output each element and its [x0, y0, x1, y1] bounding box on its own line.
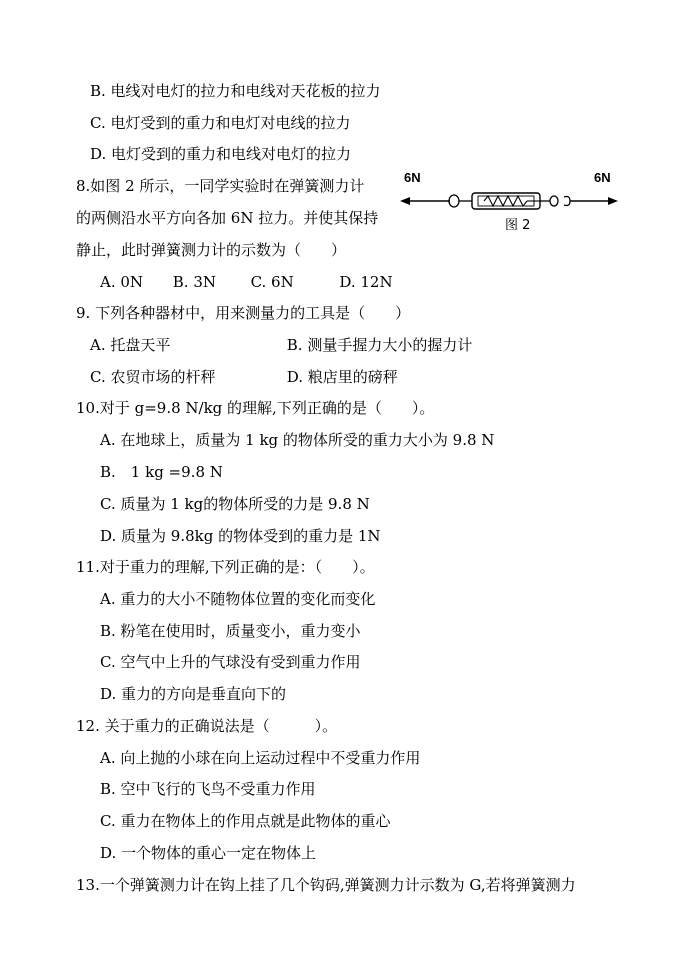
q8-option-a: A. 0N — [100, 273, 144, 291]
q9-option-d: D. 粮店里的磅秤 — [286, 368, 398, 386]
left-arrow-head — [400, 197, 410, 205]
q9-options-row1 — [90, 335, 472, 355]
q12-option-d: D. 一个物体的重心一定在物体上 — [100, 844, 317, 862]
q10-option-a: A. 在地球上，质量为 1 kg 的物体所受的重力大小为 9.8 N — [100, 431, 495, 449]
q12-stem: 12. 关于重力的正确说法是（ ）。 — [76, 717, 338, 735]
q12-option-c: C. 重力在物体上的作用点就是此物体的重心 — [100, 812, 391, 830]
right-force-label: 6N — [594, 170, 611, 185]
q8-stem-line3: 静止，此时弹簧测力计的示数为（ ） — [76, 241, 347, 259]
q9-stem: 9. 下列各种器材中，用来测量力的工具是（ ） — [76, 304, 411, 322]
q9-option-b: B. 测量手握力大小的握力计 — [286, 336, 473, 354]
q9-options-row2 — [90, 367, 398, 387]
right-hook — [564, 197, 570, 206]
q10-stem: 10.对于 g=9.8 N/kg 的理解,下列正确的是（ ）。 — [76, 399, 435, 417]
q7-option-b: B. 电线对电灯的拉力和电线对天花板的拉力 — [90, 82, 381, 100]
q8-option-b: B. 3N — [172, 273, 217, 291]
left-ring — [449, 195, 459, 207]
q11-stem: 11.对于重力的理解,下列正确的是：（ ）。 — [76, 558, 375, 576]
q9-option-c: C. 农贸市场的杆秤 — [90, 368, 216, 386]
q8-options — [100, 272, 393, 292]
q10-option-c: C. 质量为 1 kg的物体所受的力是 9.8 N — [100, 495, 370, 513]
figure-caption: 图 2 — [505, 218, 531, 233]
q7-option-c: C. 电灯受到的重力和电灯对电线的拉力 — [90, 114, 351, 132]
q11-option-a: A. 重力的大小不随物体位置的变化而变化 — [100, 590, 376, 608]
q10-option-b: B. 1 kg =9.8 N — [100, 463, 223, 481]
right-arrow-head — [608, 197, 618, 205]
q7-option-d: D. 电灯受到的重力和电线对电灯的拉力 — [90, 145, 352, 163]
q8-option-d: D. 12N — [339, 273, 393, 291]
q11-option-c: C. 空气中上升的气球没有受到重力作用 — [100, 653, 361, 671]
q10-option-d: D. 质量为 9.8kg 的物体受到的重力是 1N — [100, 527, 381, 545]
spring-scale-figure — [398, 170, 620, 232]
q12-option-a: A. 向上抛的小球在向上运动过程中不受重力作用 — [100, 749, 421, 767]
q11-option-b: B. 粉笔在使用时，质量变小，重力变小 — [100, 622, 361, 640]
q9-option-a: A. 托盘天平 — [90, 336, 171, 354]
spring-scale-diagram — [398, 170, 620, 214]
q8-stem-line1: 8.如图 2 所示，一同学实验时在弹簧测力计 — [76, 177, 365, 195]
q12-option-b: B. 空中飞行的飞鸟不受重力作用 — [100, 780, 316, 798]
right-ring — [550, 196, 558, 206]
q13-stem: 13.一个弹簧测力计在钩上挂了几个钩码,弹簧测力计示数为 G,若将弹簧测力 — [76, 876, 576, 894]
q11-option-d: D. 重力的方向是垂直向下的 — [100, 685, 287, 703]
q8-stem-line2: 的两侧沿水平方向各加 6N 拉力。并使其保持 — [76, 209, 379, 227]
left-force-label: 6N — [404, 170, 421, 185]
q8-option-c: C. 6N — [250, 273, 294, 291]
